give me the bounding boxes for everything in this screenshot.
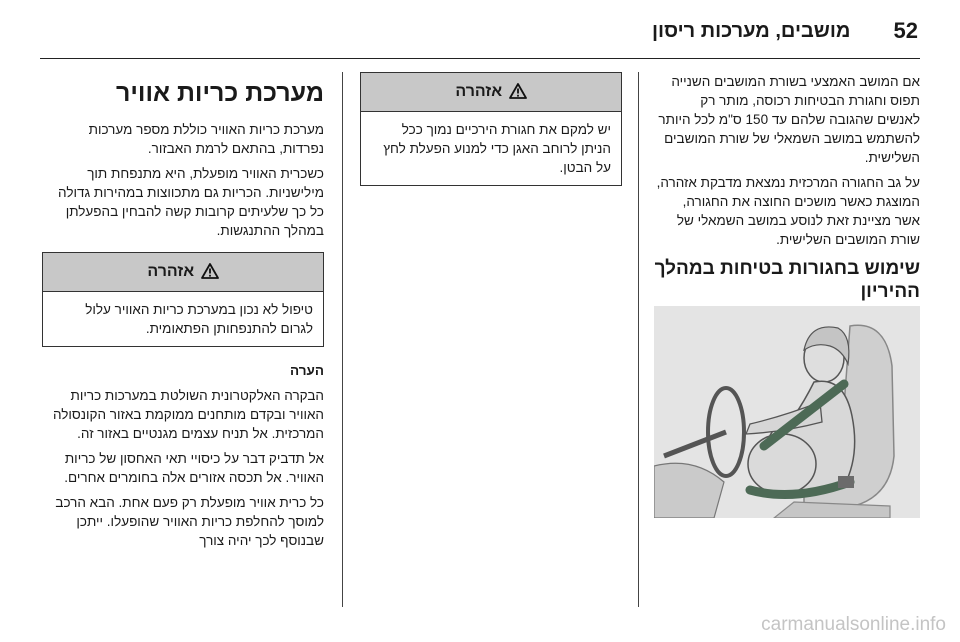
note-label: הערה [290, 363, 324, 378]
section-title: מערכת כריות אוויר [115, 79, 324, 107]
note-paragraph: הבקרה האלקטרונית השולטת במערכות כריות האוויר ובקדם מותחנים ממוקמת באזור הקונסולה המרכזית. אל תניח עצמים מגנטיים באזור זה. [52, 388, 324, 441]
warning-header [43, 253, 323, 292]
warning-icon [509, 83, 527, 99]
illustration-svg [654, 306, 920, 518]
pregnant-seatbelt-illustration [654, 306, 920, 518]
column-divider-right [638, 72, 639, 607]
warning-label: אזהרה [147, 263, 195, 280]
middle-column [360, 72, 622, 200]
column-divider-left [342, 72, 343, 607]
warning-icon [201, 263, 219, 279]
paragraph: אם המושב האמצעי בשורת המושבים השנייה תפוס וחגורת הבטיחות רכוסה, מותר רק לאנשים שהגובה שלהם עד 150 ס"מ לכל היותר להשתמש במושב השמאלי של שורת המושבים השלישית. [658, 74, 920, 165]
page-number: 52 [893, 18, 918, 43]
warning-box [42, 252, 324, 347]
watermark: carmanualsonline.info [761, 614, 946, 635]
page-header [0, 12, 960, 56]
warning-header [361, 73, 621, 112]
warning-text: טיפול לא נכון במערכת כריות האוויר עלול לגרום להתנפחותן הפתאומית. [85, 302, 313, 336]
paragraph: כשכרית האוויר מופעלת, היא מתנפחת תוך מילישניות. הכריות גם מתכווצות במהירות גדולה כל כך שלעיתים קרובות קשה להבחין בהפעלתן במהלך ההתנגשות. [58, 166, 324, 238]
right-column [654, 72, 920, 313]
note-paragraph: כל כרית אוויר מופעלת רק פעם אחת. הבא הרכב למוסך להחלפת כריות האוויר שהופעלו. ייתכן שבנוסף לכך יהיה צורך [55, 495, 324, 548]
section-subheading: שימוש בחגורות בטיחות במהלך ההיריון [654, 258, 920, 302]
page-header-title: מושבים, מערכות ריסון [652, 20, 851, 42]
paragraph: על גב החגורה המרכזית נמצאת מדבקת אזהרה, המוצגת כאשר מושכים החוצה את החגורה, אשר מציינת זאת לנוסע במושב השמאלי של שורת המושבים השלישית. [656, 175, 920, 247]
warning-text: יש למקם את חגורת הירכיים נמוך ככל הניתן לרוחב האגן כדי למנוע הפעלת לחץ על הבטן. [383, 122, 611, 175]
warning-label: אזהרה [455, 83, 503, 100]
left-column [42, 72, 324, 556]
header-divider [40, 58, 920, 59]
note-paragraph: אל תדביק דבר על כיסויי תאי האחסון של כריות האוויר. אל תכסה אזורים אלה בחומרים אחרים. [64, 451, 324, 485]
paragraph: מערכת כריות האוויר כוללת מספר מערכות נפרדות, בהתאם לרמת האבזור. [88, 122, 324, 156]
warning-box [360, 72, 622, 186]
